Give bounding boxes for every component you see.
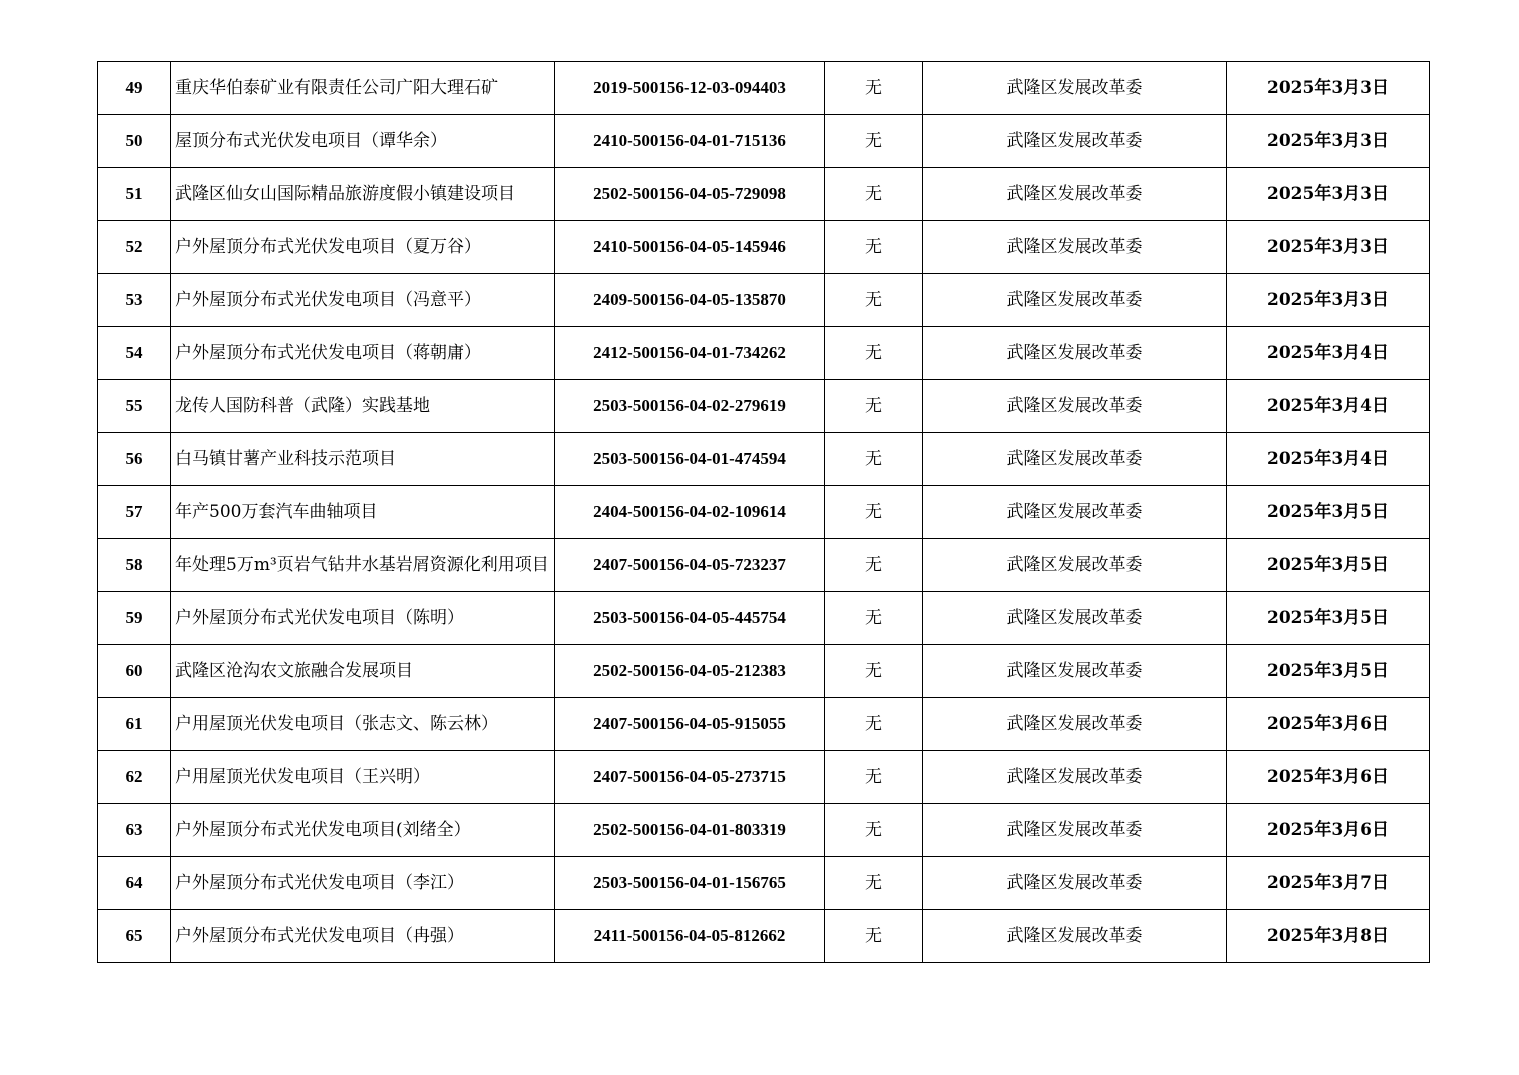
project-name: 户用屋顶光伏发电项目（王兴明） [171,751,555,804]
project-name: 户外屋顶分布式光伏发电项目（陈明） [171,592,555,645]
project-name: 白马镇甘薯产业科技示范项目 [171,433,555,486]
approving-authority: 武隆区发展改革委 [923,327,1227,380]
table-row [98,168,1430,221]
remark: 无 [825,115,923,168]
remark: 无 [825,380,923,433]
project-code: 2410-500156-04-01-715136 [555,115,825,168]
approving-authority: 武隆区发展改革委 [923,433,1227,486]
row-number: 54 [98,327,171,380]
project-name: 武隆区仙女山国际精品旅游度假小镇建设项目 [171,168,555,221]
row-number: 53 [98,274,171,327]
project-name: 户外屋顶分布式光伏发电项目（夏万谷） [171,221,555,274]
filing-date: 2025年3月8日 [1227,910,1430,963]
row-number: 52 [98,221,171,274]
table-row [98,274,1430,327]
row-number: 61 [98,698,171,751]
approving-authority: 武隆区发展改革委 [923,221,1227,274]
project-name: 屋顶分布式光伏发电项目（谭华余） [171,115,555,168]
project-name: 龙传人国防科普（武隆）实践基地 [171,380,555,433]
filing-date: 2025年3月4日 [1227,433,1430,486]
approving-authority: 武隆区发展改革委 [923,751,1227,804]
row-number: 51 [98,168,171,221]
project-code: 2502-500156-04-05-729098 [555,168,825,221]
approving-authority: 武隆区发展改革委 [923,645,1227,698]
project-name: 重庆华伯泰矿业有限责任公司广阳大理石矿 [171,62,555,115]
remark: 无 [825,168,923,221]
row-number: 50 [98,115,171,168]
row-number: 56 [98,433,171,486]
filing-date: 2025年3月6日 [1227,698,1430,751]
filing-date: 2025年3月5日 [1227,645,1430,698]
approving-authority: 武隆区发展改革委 [923,698,1227,751]
project-code: 2411-500156-04-05-812662 [555,910,825,963]
remark: 无 [825,62,923,115]
project-name: 户外屋顶分布式光伏发电项目（冯意平） [171,274,555,327]
approving-authority: 武隆区发展改革委 [923,592,1227,645]
project-table [97,61,1430,963]
table-row [98,910,1430,963]
filing-date: 2025年3月6日 [1227,751,1430,804]
table-row [98,62,1430,115]
project-code: 2503-500156-04-02-279619 [555,380,825,433]
project-name: 户外屋顶分布式光伏发电项目(刘绪全） [171,804,555,857]
project-code: 2407-500156-04-05-723237 [555,539,825,592]
table-row [98,380,1430,433]
row-number: 60 [98,645,171,698]
filing-date: 2025年3月3日 [1227,115,1430,168]
approving-authority: 武隆区发展改革委 [923,168,1227,221]
filing-date: 2025年3月3日 [1227,274,1430,327]
approving-authority: 武隆区发展改革委 [923,115,1227,168]
table-row [98,327,1430,380]
table-row [98,592,1430,645]
filing-date: 2025年3月3日 [1227,62,1430,115]
filing-date: 2025年3月3日 [1227,221,1430,274]
row-number: 49 [98,62,171,115]
table-row [98,804,1430,857]
row-number: 57 [98,486,171,539]
remark: 无 [825,539,923,592]
remark: 无 [825,221,923,274]
table-row [98,751,1430,804]
project-code: 2503-500156-04-01-474594 [555,433,825,486]
table-row [98,433,1430,486]
remark: 无 [825,645,923,698]
project-code: 2410-500156-04-05-145946 [555,221,825,274]
remark: 无 [825,327,923,380]
project-name: 武隆区沧沟农文旅融合发展项目 [171,645,555,698]
project-name: 年处理5万m³页岩气钻井水基岩屑资源化利用项目 [171,539,555,592]
remark: 无 [825,486,923,539]
project-code: 2404-500156-04-02-109614 [555,486,825,539]
project-code: 2502-500156-04-05-212383 [555,645,825,698]
row-number: 64 [98,857,171,910]
project-name: 户外屋顶分布式光伏发电项目（蒋朝庸） [171,327,555,380]
remark: 无 [825,274,923,327]
project-name: 年产500万套汽车曲轴项目 [171,486,555,539]
filing-date: 2025年3月7日 [1227,857,1430,910]
table-row [98,115,1430,168]
project-code: 2407-500156-04-05-273715 [555,751,825,804]
filing-date: 2025年3月5日 [1227,486,1430,539]
row-number: 55 [98,380,171,433]
filing-date: 2025年3月3日 [1227,168,1430,221]
remark: 无 [825,751,923,804]
remark: 无 [825,804,923,857]
approving-authority: 武隆区发展改革委 [923,274,1227,327]
table-row [98,221,1430,274]
remark: 无 [825,433,923,486]
project-code: 2407-500156-04-05-915055 [555,698,825,751]
table-body [98,62,1430,963]
row-number: 58 [98,539,171,592]
approving-authority: 武隆区发展改革委 [923,380,1227,433]
approving-authority: 武隆区发展改革委 [923,910,1227,963]
remark: 无 [825,857,923,910]
project-code: 2502-500156-04-01-803319 [555,804,825,857]
row-number: 65 [98,910,171,963]
filing-date: 2025年3月4日 [1227,327,1430,380]
project-code: 2409-500156-04-05-135870 [555,274,825,327]
project-name: 户外屋顶分布式光伏发电项目（李江） [171,857,555,910]
project-code: 2503-500156-04-05-445754 [555,592,825,645]
remark: 无 [825,592,923,645]
project-code: 2019-500156-12-03-094403 [555,62,825,115]
table-row [98,645,1430,698]
project-code: 2412-500156-04-01-734262 [555,327,825,380]
table-row [98,539,1430,592]
remark: 无 [825,910,923,963]
filing-date: 2025年3月5日 [1227,539,1430,592]
table-row [98,698,1430,751]
filing-date: 2025年3月4日 [1227,380,1430,433]
table-row [98,857,1430,910]
project-code: 2503-500156-04-01-156765 [555,857,825,910]
table-row [98,486,1430,539]
row-number: 63 [98,804,171,857]
row-number: 62 [98,751,171,804]
filing-date: 2025年3月5日 [1227,592,1430,645]
project-name: 户用屋顶光伏发电项目（张志文、陈云林） [171,698,555,751]
row-number: 59 [98,592,171,645]
project-name: 户外屋顶分布式光伏发电项目（冉强） [171,910,555,963]
approving-authority: 武隆区发展改革委 [923,539,1227,592]
remark: 无 [825,698,923,751]
approving-authority: 武隆区发展改革委 [923,486,1227,539]
approving-authority: 武隆区发展改革委 [923,857,1227,910]
filing-date: 2025年3月6日 [1227,804,1430,857]
approving-authority: 武隆区发展改革委 [923,62,1227,115]
approving-authority: 武隆区发展改革委 [923,804,1227,857]
